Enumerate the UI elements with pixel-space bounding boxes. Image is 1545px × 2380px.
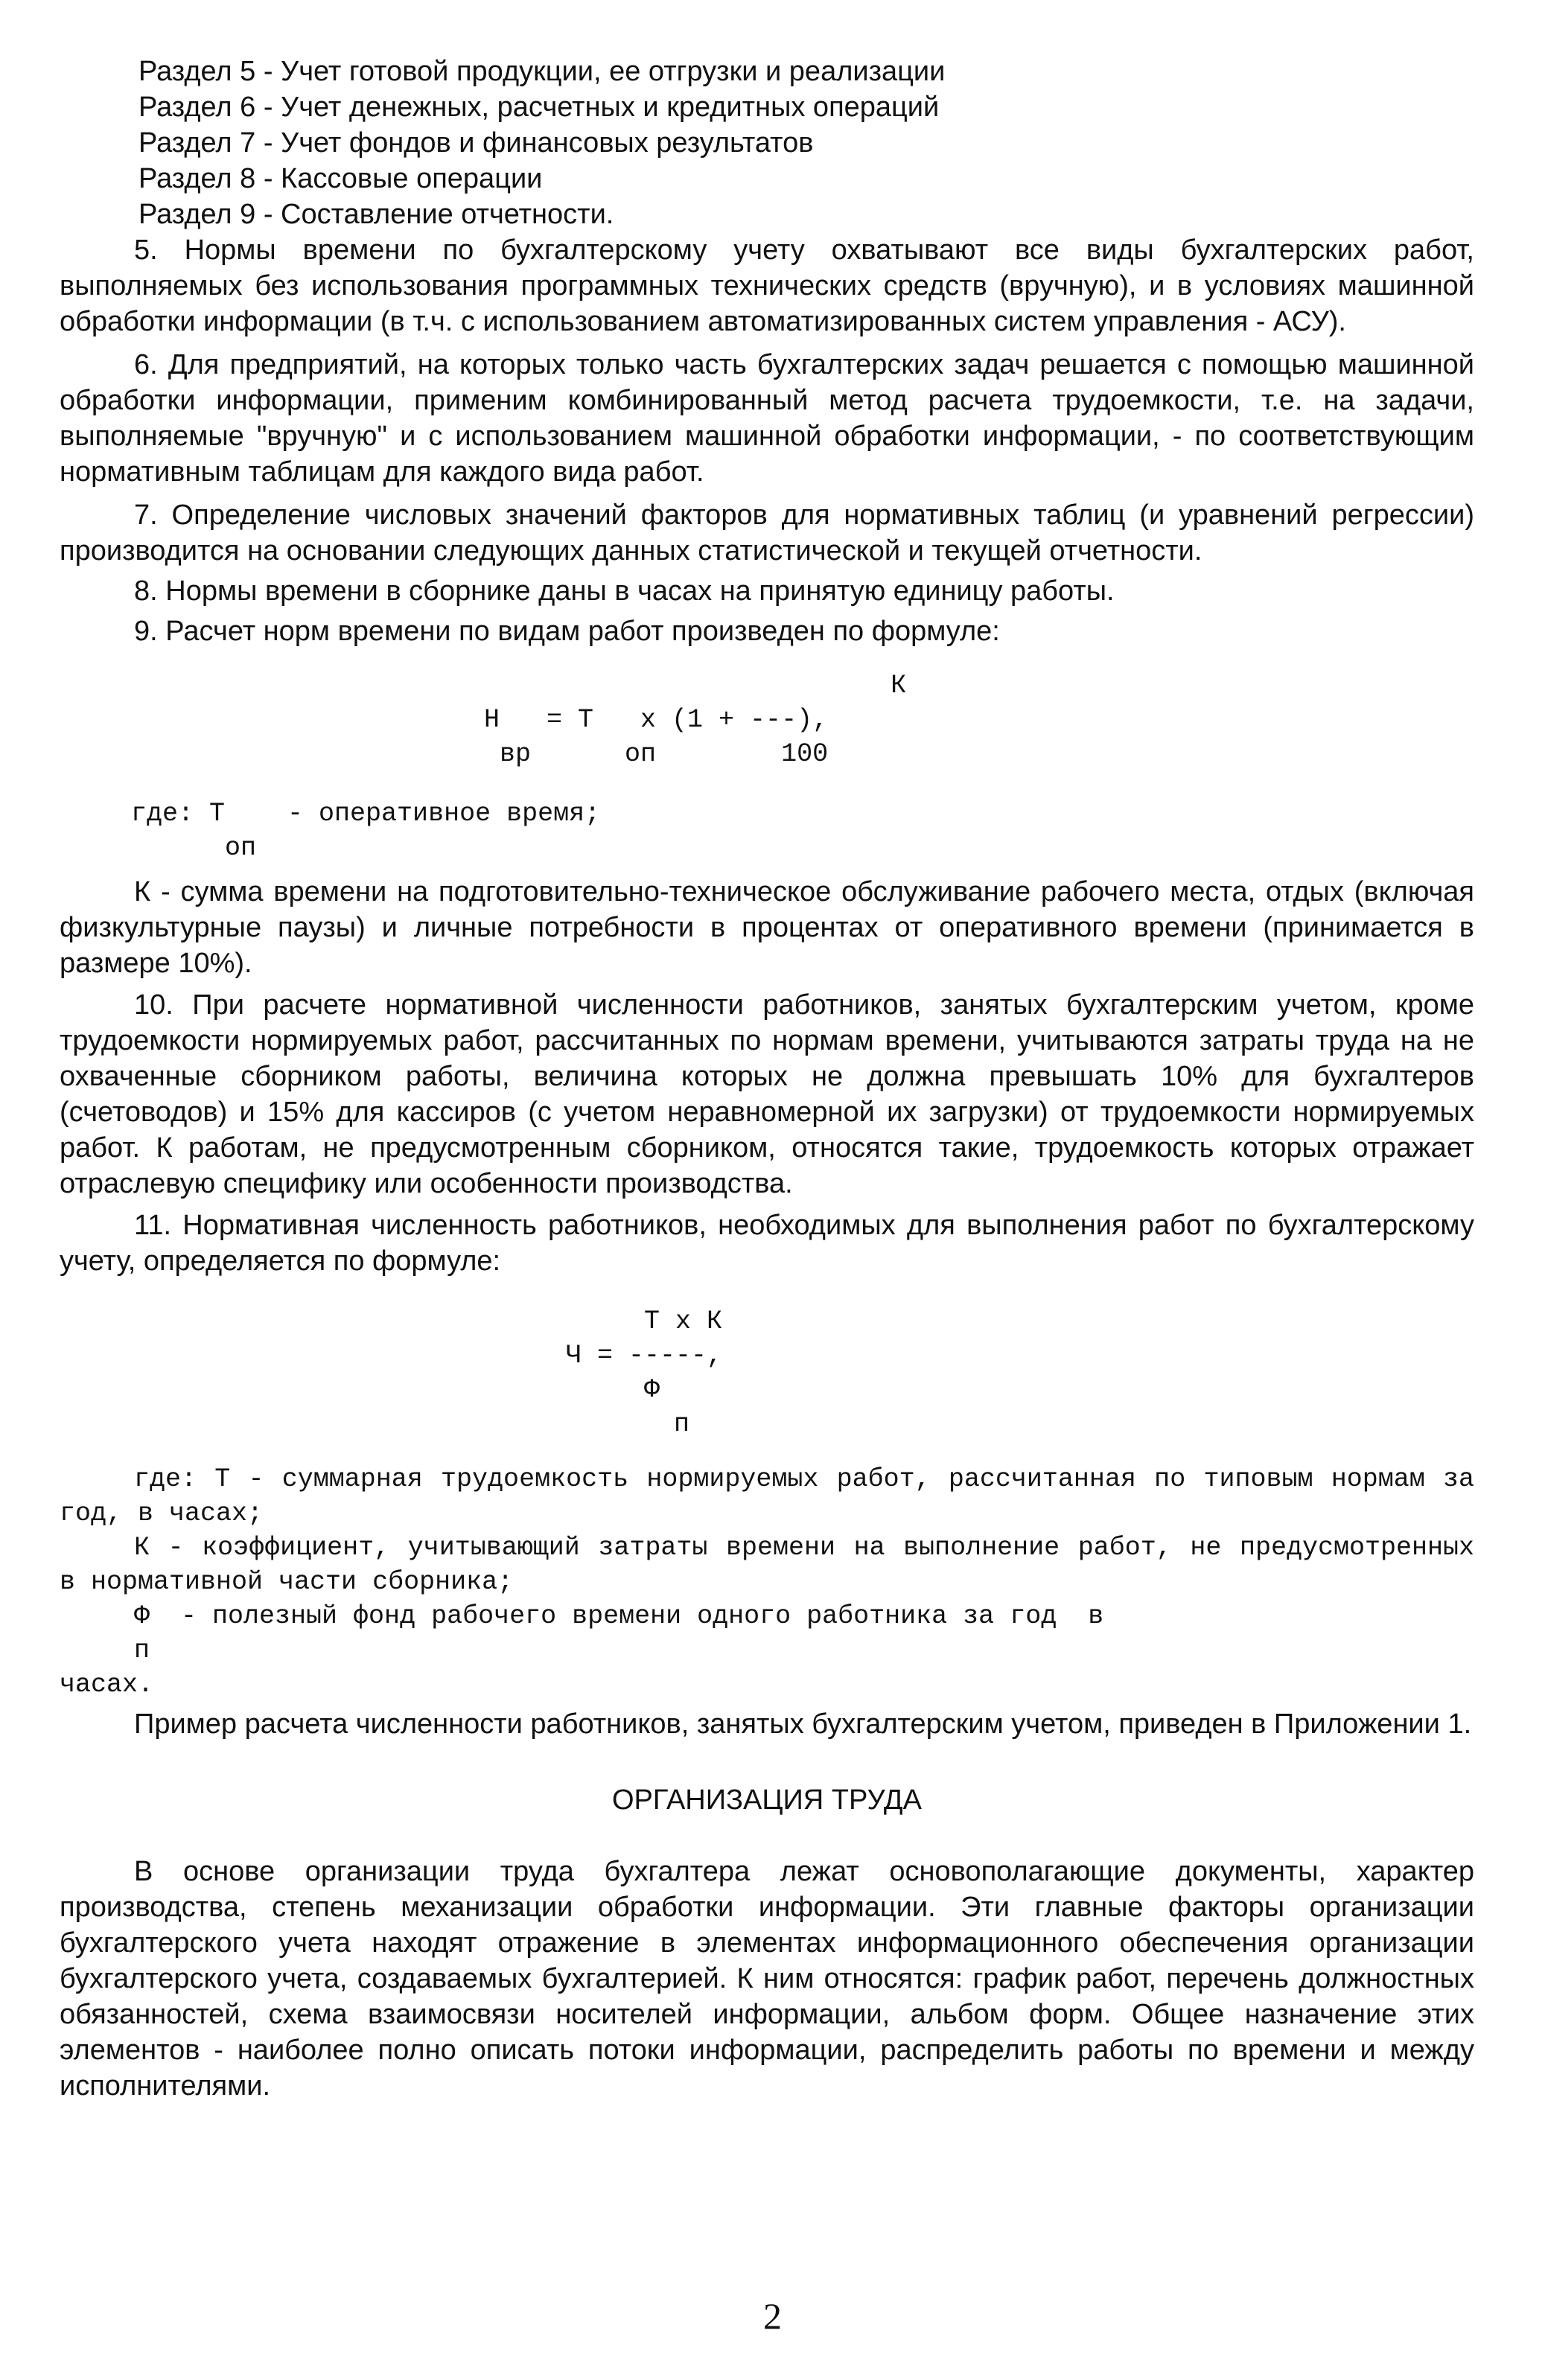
paragraph-9: 9. Расчет норм времени по видам работ произведен по формуле: — [134, 616, 1000, 647]
section-item: Раздел 6 - Учет денежных, расчетных и кредитных операций — [138, 92, 940, 123]
f-definition: Ф - полезный фонд рабочего времени одного работника за год в — [134, 1601, 1104, 1631]
paragraph-5: 5. Нормы времени по бухгалтерскому учету охватывают все виды бухгалтерских работ, выполняемых без использования программных технических средств (вручную), и в условиях машинной обработки информации (в т.ч. с использованием автоматизированных систем управления - АСУ). — [60, 235, 1474, 337]
formula-line: Н = Т х (1 + ---), — [484, 705, 829, 735]
section-item: Раздел 9 - Составление отчетности. — [138, 199, 614, 230]
where-line: оп — [131, 833, 257, 863]
formula-line: п — [674, 1409, 690, 1439]
t-definition: где: Т - суммарная трудоемкость нормируемых работ, рассчитанная по типовым нормам за год, в часах; — [60, 1464, 1474, 1528]
paragraph-7: 7. Определение числовых значений факторов для нормативных таблиц (и уравнений регрессии) производится на основании следующих данных статистической и текущей отчетности. — [60, 500, 1474, 567]
example-reference: Пример расчета численности работников, занятых бухгалтерским учетом, приведен в Приложении 1. — [134, 1709, 1472, 1740]
paragraph-8: 8. Нормы времени в сборнике даны в часах на принятую единицу работы. — [134, 575, 1115, 607]
section-list — [60, 54, 1474, 232]
page-number: 2 — [763, 2295, 782, 2337]
formula-line: Ч = -----, — [566, 1341, 723, 1371]
f-definition-tail: часах. — [60, 1670, 154, 1700]
formula-headcount — [60, 1304, 1474, 1441]
where-line: где: Т - оперативное время; — [131, 799, 601, 829]
formula-line: вр оп 100 — [484, 739, 829, 769]
paragraph-6: 6. Для предприятий, на которых только часть бухгалтерских задач решается с помощью машинной обработки информации, применим комбинированный метод расчета трудоемкости, т.е. на задачи, выполняемые "вручную" и с использованием машинной обработки информации, - по соответствующим нормативным таблицам для каждого вида работ. — [60, 349, 1474, 488]
formula-line: Т х К — [644, 1307, 723, 1336]
formula-line: К — [484, 671, 907, 701]
formula-line: Ф — [644, 1375, 660, 1405]
formula-where-block — [60, 797, 1474, 865]
section-item: Раздел 5 - Учет готовой продукции, ее отгрузки и реализации — [138, 56, 946, 87]
formula-where-block-2 — [60, 1462, 1474, 1702]
section-heading: ОРГАНИЗАЦИЯ ТРУДА — [612, 1784, 922, 1816]
k-definition: К - сумма времени на подготовительно-техническое обслуживание рабочего места, отдых (включая физкультурные паузы) и личные потребности в процентах от оперативного времени (принимается в размере 10%). — [60, 876, 1474, 979]
f-subscript: п — [134, 1636, 150, 1665]
formula-norm-time — [60, 669, 1474, 771]
k-coefficient-definition: К - коэффициент, учитывающий затраты времени на выполнение работ, не предусмотренных в нормативной части сборника; — [60, 1533, 1474, 1597]
section-item: Раздел 7 - Учет фондов и финансовых результатов — [138, 127, 814, 159]
section-item: Раздел 8 - Кассовые операции — [138, 163, 543, 194]
document-page — [60, 54, 1474, 2104]
paragraph-10: 10. При расчете нормативной численности работников, занятых бухгалтерским учетом, кроме трудоемкости нормируемых работ, рассчитанных по нормам времени, учитываются затраты труда на не охваченные сборником работы, величина которых не должна превышать 10% для бухгалтеров (счетоводов) и 15% для кассиров (с учетом неравномерной их загрузки) от трудоемкости нормируемых работ. К работам, не предусмотренным сборником, относятся такие, трудоемкость которых отражает отраслевую специфику или особенности производства. — [60, 989, 1474, 1199]
paragraph-11: 11. Нормативная численность работников, необходимых для выполнения работ по бухгалтерскому учету, определяется по формуле: — [60, 1210, 1474, 1277]
organization-paragraph: В основе организации труда бухгалтера лежат основополагающие документы, характер производства, степень механизации обработки информации. Эти главные факторы организации бухгалтерского учета находят отражение в элементах информационного обеспечения организации бухгалтерского учета, создаваемых бухгалтерией. К ним относятся: график работ, перечень должностных обязанностей, схема взаимосвязи носителей информации, альбом форм. Общее назначение этих элементов - наиболее полно описать потоки информации, распределить работы по времени и между исполнителями. — [60, 1856, 1474, 2102]
